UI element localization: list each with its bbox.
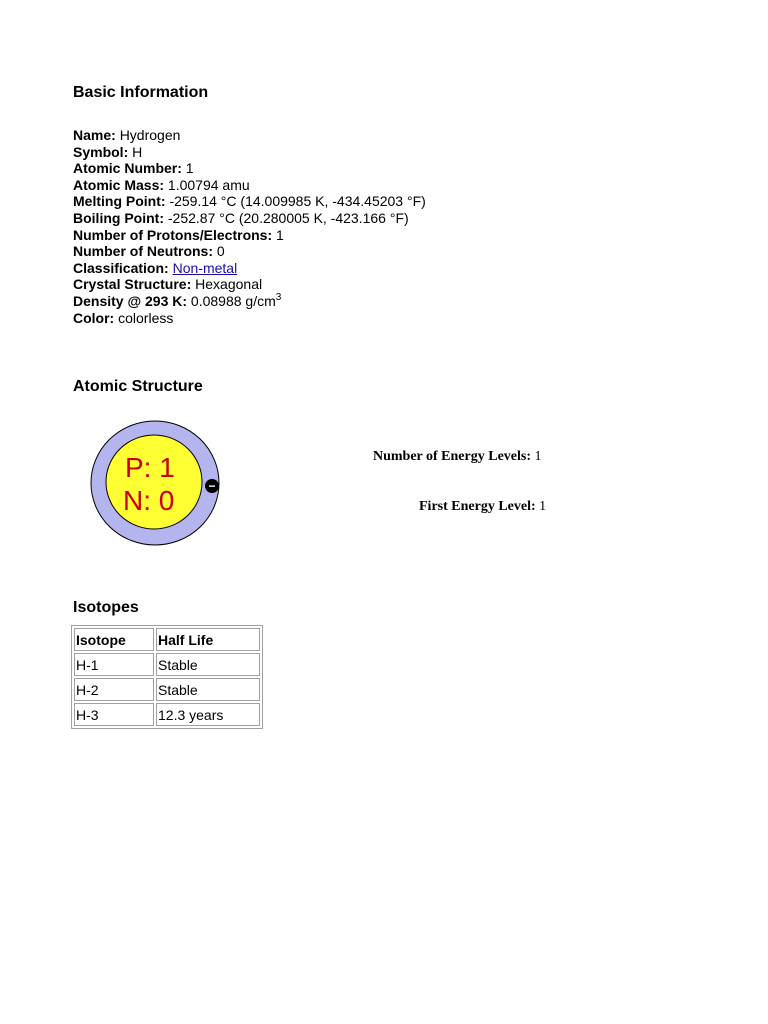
table-header-row	[74, 628, 260, 651]
table-cell: 12.3 years	[156, 703, 260, 726]
column-header: Half Life	[156, 628, 260, 651]
info-row-melting-point	[73, 193, 426, 210]
isotopes-table	[71, 625, 263, 729]
info-value: colorless	[118, 309, 174, 326]
table-cell: H-3	[74, 703, 154, 726]
info-label: Number of Neutrons:	[73, 243, 213, 260]
classification-link[interactable]: Non-metal	[172, 259, 238, 276]
table-row	[74, 653, 260, 676]
info-row-neutrons	[73, 243, 426, 260]
atomic-structure-heading: Atomic Structure	[73, 378, 203, 395]
info-label: Symbol:	[73, 143, 129, 160]
info-label: Boiling Point:	[73, 209, 164, 226]
basic-information-list	[73, 127, 426, 326]
info-row-density	[73, 293, 426, 310]
info-value: Hydrogen	[119, 127, 181, 143]
table-row	[74, 703, 260, 726]
info-value: H	[132, 143, 143, 160]
info-label: Name:	[73, 127, 116, 143]
table-cell: Stable	[156, 653, 260, 676]
info-label: Atomic Number:	[73, 160, 182, 177]
table-cell: H-2	[74, 678, 154, 701]
protons-label: P: 1	[125, 452, 175, 483]
info-value: 1.00794 amu	[167, 176, 250, 193]
energy-label: Number of Energy Levels:	[373, 449, 531, 464]
energy-levels-count	[373, 449, 542, 465]
info-value: 0	[216, 243, 225, 260]
energy-value: 1	[534, 449, 542, 464]
density-unit-superscript: 3	[275, 291, 282, 303]
energy-label: First Energy Level:	[419, 499, 536, 514]
info-label: Color:	[73, 309, 115, 326]
neutrons-label: N: 0	[123, 485, 175, 516]
atom-diagram	[90, 418, 226, 548]
table-cell: Stable	[156, 678, 260, 701]
info-row-classification	[73, 260, 426, 277]
info-row-protons-electrons	[73, 227, 426, 244]
info-value: -252.87 °C (20.280005 K, -423.166 °F)	[167, 209, 409, 226]
first-energy-level	[419, 499, 546, 515]
info-label: Atomic Mass:	[73, 176, 165, 193]
info-value: -259.14 °C (14.009985 K, -434.45203 °F)	[169, 193, 426, 210]
info-row-color	[73, 310, 426, 327]
info-label: Melting Point:	[73, 193, 166, 210]
info-row-symbol	[73, 144, 426, 161]
table-cell: H-1	[74, 653, 154, 676]
info-row-name	[73, 127, 426, 144]
info-label: Density @ 293 K:	[73, 292, 188, 309]
info-value: 0.08988 g/cm	[190, 292, 276, 309]
info-value: Hexagonal	[195, 276, 263, 293]
energy-value: 1	[539, 499, 547, 514]
basic-information-heading: Basic Information	[73, 84, 209, 101]
isotopes-heading: Isotopes	[73, 599, 139, 616]
electron-charge-icon: −	[208, 479, 216, 493]
info-label: Number of Protons/Electrons:	[73, 226, 273, 243]
info-label: Classification:	[73, 259, 169, 276]
column-header: Isotope	[74, 628, 154, 651]
info-label: Crystal Structure:	[73, 276, 192, 293]
info-row-atomic-number	[73, 160, 426, 177]
info-row-atomic-mass	[73, 177, 426, 194]
info-row-boiling-point	[73, 210, 426, 227]
table-row	[74, 678, 260, 701]
info-value: 1	[185, 160, 194, 177]
info-value: 1	[276, 226, 284, 243]
info-row-crystal-structure	[73, 276, 426, 293]
